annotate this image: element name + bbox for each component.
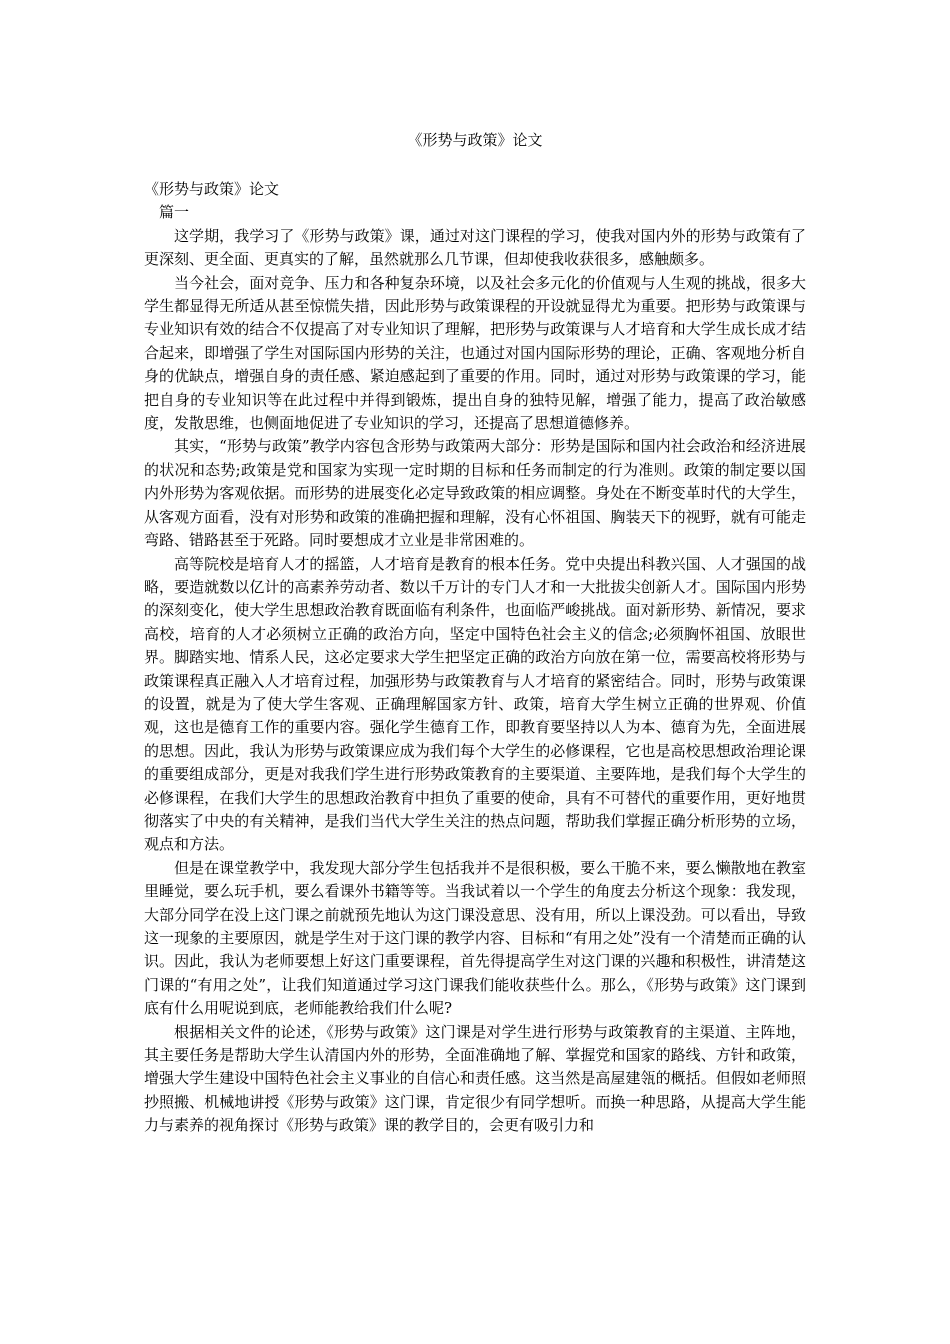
paragraph-6: 根据相关文件的论述，《形势与政策》这门课是对学生进行形势与政策教育的主渠道、主阵地，其主要任务是帮助大学生认清国内外的形势，全面准确地了解、掌握党和国家的路线、方针和政策，增强大学生建设中国特色社会主义事业的自信心和责任感。这当然是高屋建瓴的概括。但假如老师照抄照搬、机械地讲授《形势与政策》这门课，肯定很少有同学想听。而换一种思路，从提高大学生能力与素养的视角探讨《形势与政策》课的教学目的，会更有吸引力和 [144, 1022, 806, 1135]
paragraph-3: 其实，“形势与政策”教学内容包含形势与政策两大部分：形势是国际和国内社会政治和经济进展的状况和态势;政策是党和国家为实现一定时期的目标和任务而制定的行为准则。政策的制定要以国内外形势为客观依据。而形势的进展变化必定导致政策的相应调整。身处在不断变革时代的大学生，从客观方面看，没有对形势和政策的准确把握和理解，没有心怀祖国、胸装天下的视野，就有可能走弯路、错路甚至于死路。同时要想成才立业是非常困难的。 [144, 437, 806, 550]
paragraph-1: 这学期，我学习了《形势与政策》课，通过对这门课程的学习，使我对国内外的形势与政策有了更深刻、更全面、更真实的了解，虽然就那么几节课，但却使我收获很多，感触颇多。 [144, 226, 806, 269]
paragraph-5: 但是在课堂教学中，我发现大部分学生包括我并不是很积极，要么干脆不来，要么懒散地在教室里睡觉，要么玩手机，要么看课外书籍等等。当我试着以一个学生的角度去分析这个现象：我发现，大部分同学在没上这门课之前就预先地认为这门课没意思、没有用，所以上课没劲。可以看出，导致这一现象的主要原因，就是学生对于这门课的教学内容、目标和“有用之处”没有一个清楚而正确的认识。因此，我认为老师要想上好这门重要课程，首先得提高学生对这门课的兴趣和积极性，讲清楚这门课的“有用之处”，让我们知道通过学习这门课我们能收获些什么。那么，《形势与政策》这门课到底有什么用呢说到底，老师能教给我们什么呢? [144, 858, 806, 1018]
paragraph-4: 高等院校是培育人才的摇篮，人才培育是教育的根本任务。党中央提出科教兴国、人才强国的战略，要造就数以亿计的高素养劳动者、数以千万计的专门人才和一大批拔尖创新人才。国际国内形势的深刻变化，使大学生思想政治教育既面临有利条件，也面临严峻挑战。面对新形势、新情况，要求高校，培育的人才必须树立正确的政治方向，坚定中国特色社会主义的信念;必须胸怀祖国、放眼世界。脚踏实地、情系人民，这必定要求大学生把坚定正确的政治方向放在第一位，需要高校将形势与政策课程真正融入人才培育过程，加强形势与政策教育与人才培育的紧密结合。同时，形势与政策课的设置，就是为了使大学生客观、正确理解国家方针、政策，培育大学生树立正确的世界观、价值观，这也是德育工作的重要内容。强化学生德育工作，即教育要坚持以人为本、德育为先，全面进展的思想。因此，我认为形势与政策课应成为我们每个大学生的必修课程，它也是高校思想政治理论课的重要组成部分，更是对我我们学生进行形势政策教育的主要渠道、主要阵地，是我们每个大学生的必修课程，在我们大学生的思想政治教育中担负了重要的使命，具有不可替代的重要作用，更好地贯彻落实了中央的有关精神，是我们当代大学生关注的热点问题，帮助我们掌握正确分析形势的立场，观点和方法。 [144, 554, 806, 854]
document-title: 《形势与政策》论文 [407, 131, 543, 149]
paragraph-2: 当今社会，面对竞争、压力和各种复杂环境，以及社会多元化的价值观与人生观的挑战，很多大学生都显得无所适从甚至惊慌失措，因此形势与政策课程的开设就显得尤为重要。把形势与政策课与专业知识有效的结合不仅提高了对专业知识了理解，把形势与政策课与人才培育和大学生成长成才结合起来，即增强了学生对国际国内形势的关注，也通过对国内国际形势的理论，正确、客观地分析自身的优缺点，增强自身的责任感、紧迫感起到了重要的作用。同时，通过对形势与政策课的学习，能把自身的专业知识等在此过程中并得到锻炼，提出自身的独特见解，增强了能力，提高了政治敏感度，发散思维，也侧面地促进了专业知识的学习，还提高了思想道德修养。 [144, 273, 806, 433]
document-body [144, 178, 806, 1138]
document-subtitle: 《形势与政策》论文 [144, 180, 280, 198]
section-label: 篇一 [159, 203, 190, 222]
